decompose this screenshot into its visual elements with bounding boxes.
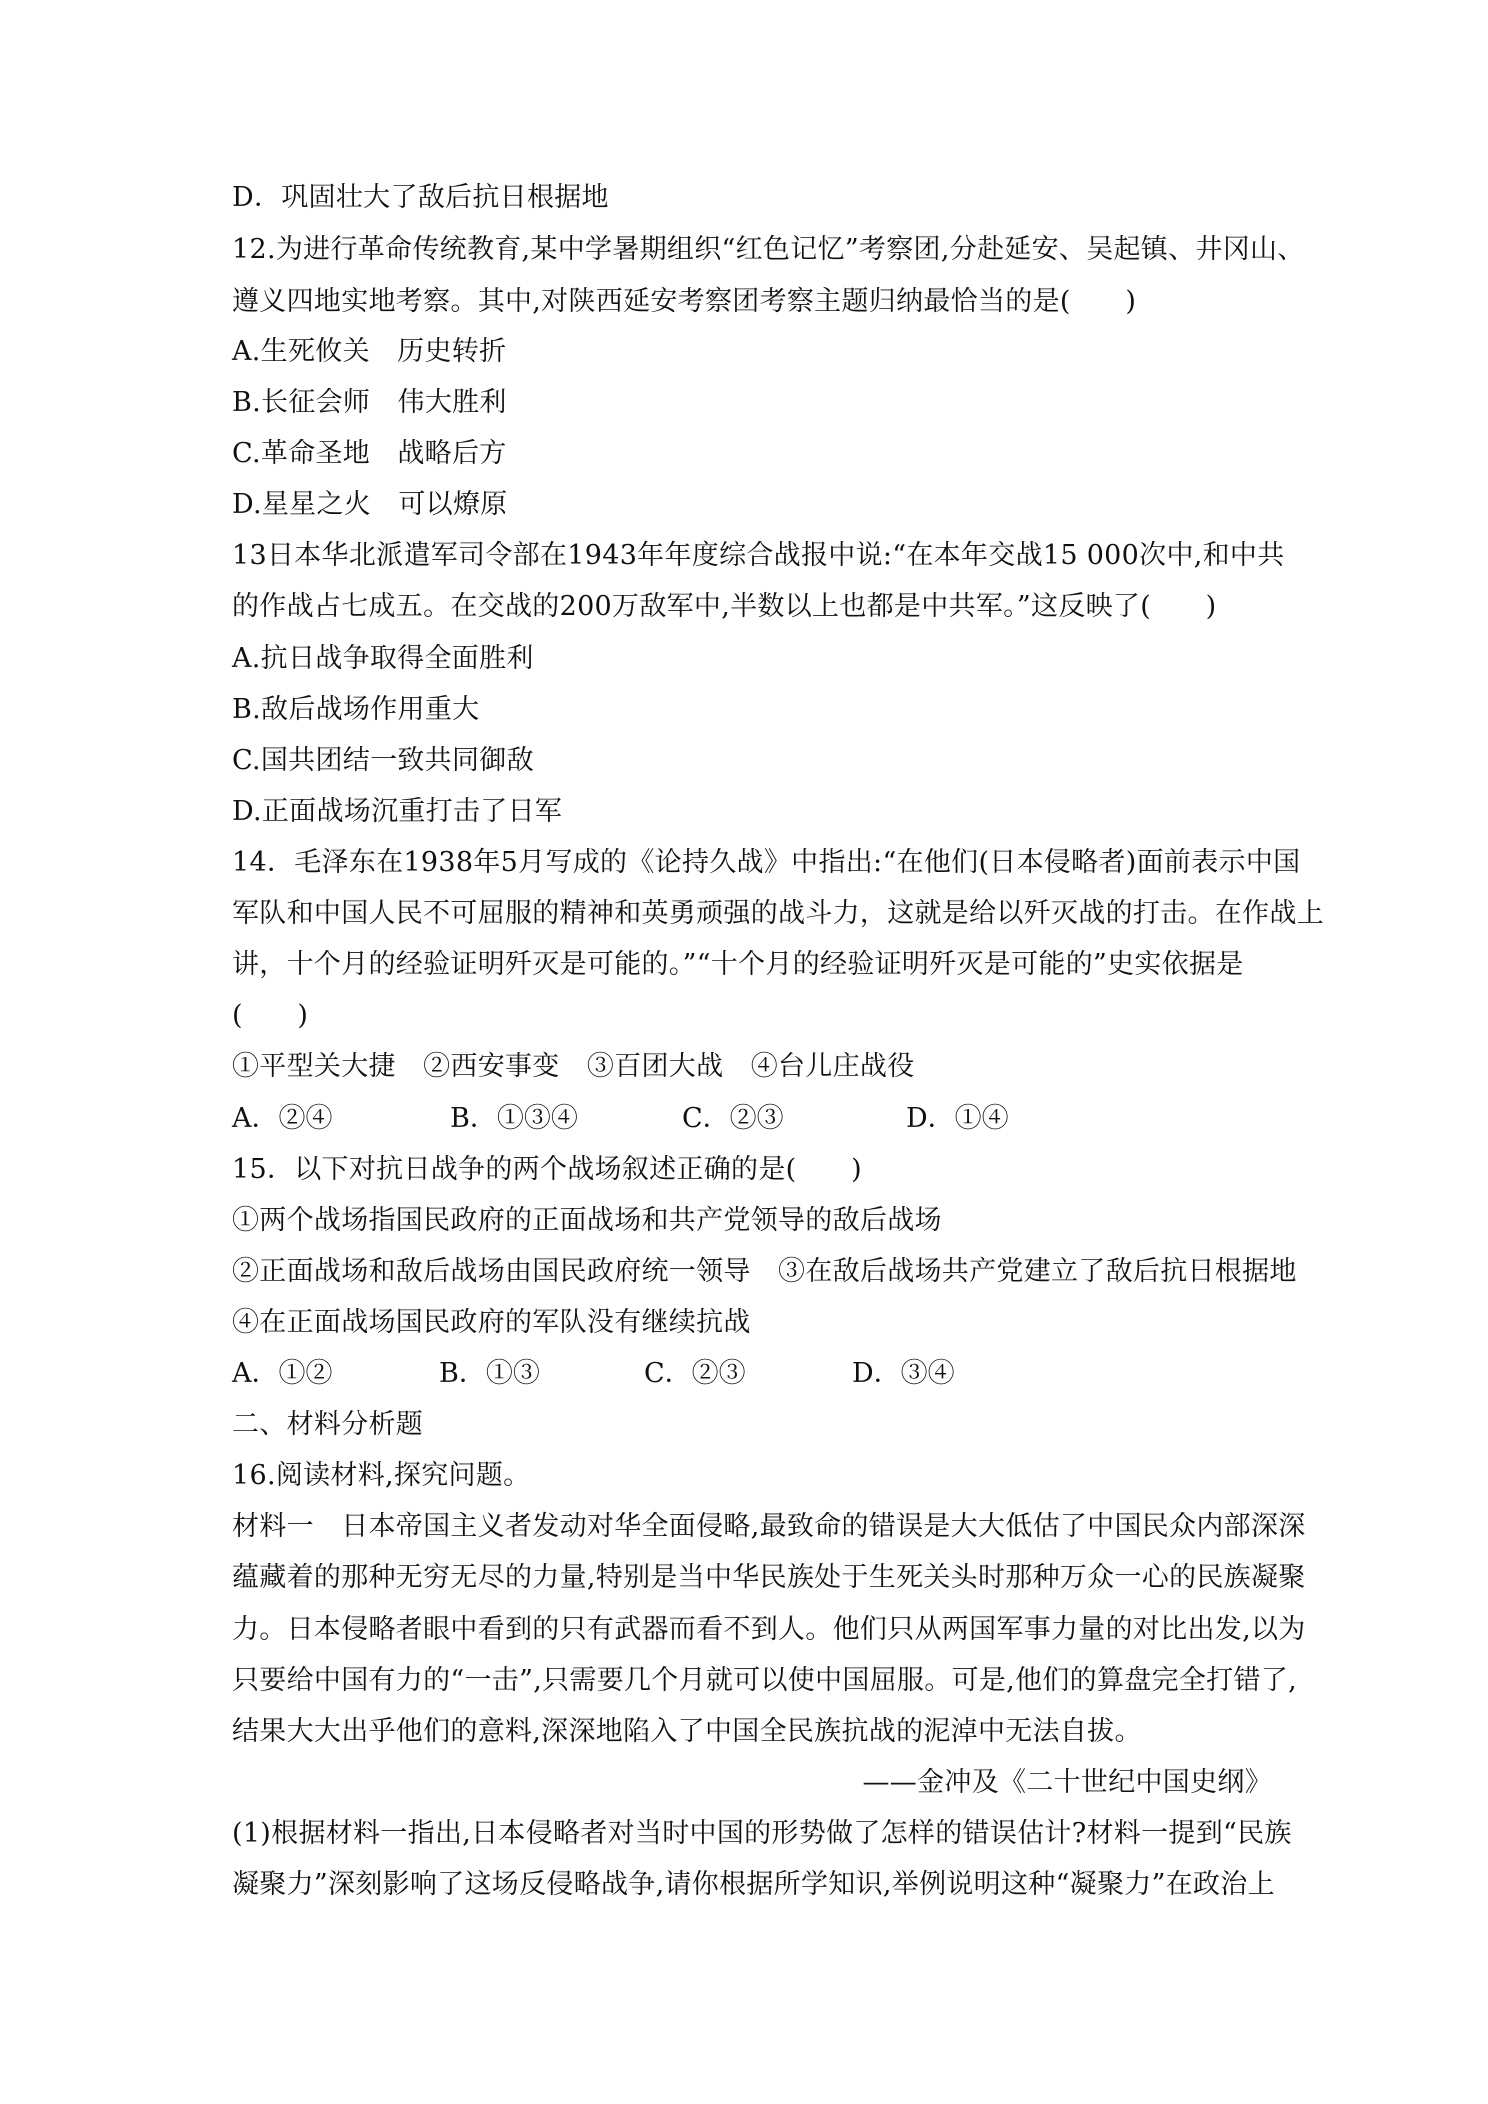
- question-14-items: ①平型关大捷 ②西安事变 ③百团大战 ④台儿庄战役: [232, 1051, 915, 1082]
- material-text: 结果大大出乎他们的意料,深深地陷入了中国全民族抗战的泥淖中无法自拔。: [232, 1716, 1142, 1747]
- question-14-stem: ( ): [232, 1000, 309, 1031]
- question-14-stem: 14．毛泽东在1938年5月写成的《论持久战》中指出:“在他们(日本侵略者)面前表示中国: [232, 847, 1301, 878]
- question-12-stem: 遵义四地实地考察。其中,对陕西延安考察团考察主题归纳最恰当的是( ): [232, 286, 1137, 317]
- section-heading: 二、材料分析题: [232, 1409, 424, 1440]
- option-a: A．②④: [232, 1103, 333, 1134]
- question-15-item: ①两个战场指国民政府的正面战场和共产党领导的敌后战场: [232, 1205, 942, 1236]
- option-c: C.革命圣地 战略后方: [232, 438, 507, 469]
- question-15-stem: 15．以下对抗日战争的两个战场叙述正确的是( ): [232, 1154, 862, 1185]
- question-13-stem: 的作战占七成五。在交战的200万敌军中,半数以上也都是中共军。”这反映了( ): [232, 591, 1217, 622]
- option-c: C．②③: [682, 1103, 784, 1134]
- question-14-options: [232, 1099, 1272, 1139]
- option-c: C.国共团结一致共同御敌: [232, 745, 534, 776]
- material-text: 蕴藏着的那种无穷无尽的力量,特别是当中华民族处于生死关头时那种万众一心的民族凝聚: [232, 1562, 1306, 1593]
- material-source: ——金冲及《二十世纪中国史纲》: [862, 1767, 1272, 1798]
- question-15-item: ④在正面战场国民政府的军队没有继续抗战: [232, 1307, 751, 1338]
- text-line: D．巩固壮大了敌后抗日根据地: [232, 182, 609, 213]
- option-a: A.生死攸关 历史转折: [232, 336, 507, 367]
- question-16-stem: 16.阅读材料,探究问题。: [232, 1460, 531, 1491]
- material-text: 只要给中国有力的“一击”,只需要几个月就可以使中国屈服。可是,他们的算盘完全打错了,: [232, 1665, 1297, 1696]
- question-12-stem: 12.为进行革命传统教育,某中学暑期组织“红色记忆”考察团,分赴延安、吴起镇、井冈山、: [232, 234, 1305, 265]
- question-15-item: ②正面战场和敌后战场由国民政府统一领导 ③在敌后战场共产党建立了敌后抗日根据地: [232, 1256, 1297, 1287]
- sub-question: (1)根据材料一指出,日本侵略者对当时中国的形势做了怎样的错误估计?材料一提到“民族: [232, 1818, 1292, 1849]
- option-d: D.星星之火 可以燎原: [232, 489, 508, 520]
- question-13-stem: 13日本华北派遣军司令部在1943年年度综合战报中说:“在本年交战15 000次中,和中共: [232, 540, 1285, 571]
- option-d: D．①④: [906, 1103, 1009, 1134]
- question-14-stem: 军队和中国人民不可屈服的精神和英勇顽强的战斗力，这就是给以歼灭战的打击。在作战上: [232, 898, 1324, 929]
- option-d: D.正面战场沉重打击了日军: [232, 796, 563, 827]
- option-b: B.敌后战场作用重大: [232, 694, 480, 725]
- option-b: B．①③④: [450, 1103, 578, 1134]
- material-text: 材料一 日本帝国主义者发动对华全面侵略,最致命的错误是大大低估了中国民众内部深深: [232, 1511, 1306, 1542]
- option-c: C．②③: [644, 1358, 746, 1389]
- question-15-options: [232, 1354, 1272, 1394]
- option-b: B.长征会师 伟大胜利: [232, 387, 507, 418]
- material-text: 力。日本侵略者眼中看到的只有武器而看不到人。他们只从两国军事力量的对比出发,以为: [232, 1614, 1306, 1645]
- option-d: D．③④: [852, 1358, 955, 1389]
- option-b: B．①③: [439, 1358, 540, 1389]
- question-14-stem: 讲，十个月的经验证明歼灭是可能的。”“十个月的经验证明歼灭是可能的”史实依据是: [232, 949, 1244, 980]
- option-a: A.抗日战争取得全面胜利: [232, 643, 534, 674]
- option-a: A．①②: [232, 1358, 333, 1389]
- sub-question: 凝聚力”深刻影响了这场反侵略战争,请你根据所学知识,举例说明这种“凝聚力”在政治上: [232, 1869, 1275, 1900]
